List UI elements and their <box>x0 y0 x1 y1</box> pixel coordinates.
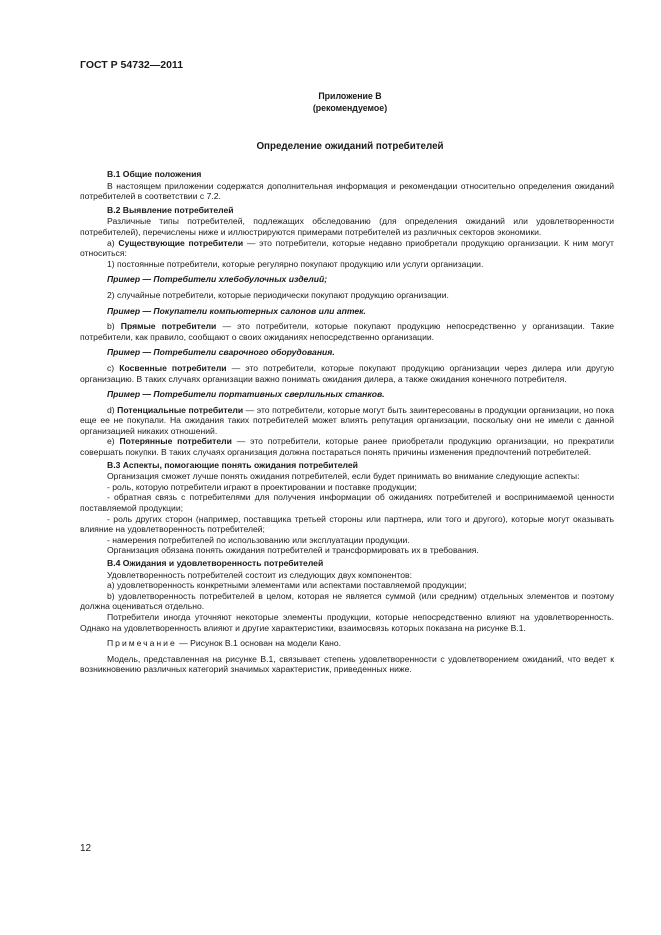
paragraph: Организация обязана понять ожидания потребителей и трансформировать их в требования. <box>107 545 479 556</box>
bullet-item: - намерения потребителей по использованию или эксплуатации продукции. <box>107 534 410 545</box>
term: Прямые потребители <box>120 321 217 332</box>
paragraph: Модель, представленная на рисунке В.1, связывает степень удовлетворенности с удовлетворением ожиданий, что ведет к возникновению различных категорий значимых характеристик, приведенных ниже. <box>80 653 614 675</box>
paragraph: Различные типы потребителей, подлежащих обследованию (для определения ожиданий или удовлетворенности потребителей), перечислены ниже и иллюстрируются примерами потребителей из различных секторов экономики. <box>80 216 614 237</box>
bullet-item: - роль, которую потребители играют в проектировании и поставке продукции; <box>107 481 417 492</box>
term: Потерянные потребители <box>119 436 232 447</box>
list-item-c: с) Косвенные потребители — это потребители, которые покупают продукцию организации через дилера или другую организацию. В таких случаях организации важно понимать ожидания дилера, а также ожидания конечного потребителя. <box>80 362 615 384</box>
appendix-header <box>200 91 500 114</box>
term: Потенциальные потребители <box>117 404 244 415</box>
page-number: 12 <box>80 843 92 854</box>
page-title: Определение ожиданий потребителей <box>256 141 444 152</box>
list-item-e: е) Потерянные потребители — это потребители, которые ранее приобретали продукцию организации, но прекратили совершать покупки. В таких случаях организация должна постараться понять причины изменения предпочтений потребителей. <box>80 436 614 458</box>
list-item: b) удовлетворенность потребителей в целом, которая не является суммой (или средним) отдельных элементов и поэтому должна оцениваться отдельно. <box>80 590 614 612</box>
example: Пример — Потребители хлебобулочных изделий; <box>107 274 328 285</box>
list-item-a2: 2) случайные потребители, которые периодически покупают продукцию организации. <box>107 289 449 300</box>
term: Косвенные потребители <box>119 362 227 373</box>
list-item-b: b) Прямые потребители — это потребители, которые покупают продукцию непосредственно у организации. Такие потребители, как правило, сообщают о своих ожиданиях непосредственно организации. <box>80 321 615 342</box>
bullet-item: - роль других сторон (например, поставщика третьей стороны или партнера, или того и другого), которые могут оказывать влияние на удовлетворенность потребителей; <box>80 513 614 535</box>
note: Примечание — Рисунок В.1 основан на модели Кано. <box>107 638 342 649</box>
document-code: ГОСТ Р 54732—2011 <box>80 59 184 71</box>
section-heading-b1: В.1 Общие положения <box>107 169 202 179</box>
list-item: а) удовлетворенность конкретными элементами или аспектами поставляемой продукции; <box>107 580 467 591</box>
section-heading-b3: В.3 Аспекты, помогающие понять ожидания потребителей <box>107 459 358 470</box>
appendix-title: Приложение В <box>318 91 382 101</box>
note-label: Примечание <box>107 638 177 649</box>
paragraph: Удовлетворенность потребителей состоит из следующих двух компонентов: <box>107 569 412 580</box>
document-body <box>80 166 614 675</box>
list-item-a1: 1) постоянные потребители, которые регулярно покупают продукцию или услуги организации. <box>107 258 484 269</box>
example: Пример — Покупатели компьютерных салонов или аптек. <box>107 305 366 316</box>
section-heading-b2: В.2 Выявление потребителей <box>107 204 234 215</box>
example: Пример — Потребители сварочного оборудования. <box>107 347 335 358</box>
section-heading-b4: В.4 Ожидания и удовлетворенность потребителей <box>107 558 324 568</box>
bullet-item: - обратная связь с потребителями для получения информации об ожиданиях потребителей и воспринимаемой ценности поставляемой продукции; <box>80 492 614 514</box>
term: Существующие потребители <box>118 237 244 248</box>
example: Пример — Потребители портативных сверлильных станков. <box>107 389 385 400</box>
appendix-subtitle: (рекомендуемое) <box>312 102 388 113</box>
paragraph: Потребители иногда уточняют некоторые элементы продукции, которые непосредственно влияют на удовлетворенность. Однако на удовлетворенность влияют и другие характеристики, взаимосвязь которых показана на рисунке В.1. <box>80 611 614 633</box>
list-item-a: а) Существующие потребители — это потребители, которые недавно приобретали продукцию организации. К ним могут относиться: <box>80 237 614 259</box>
paragraph: В настоящем приложении содержатся дополнительная информация и рекомендации относительно определения ожиданий потребителей в соответствии с 7.2. <box>80 180 614 202</box>
paragraph: Организация сможет лучше понять ожидания потребителей, если будет принимать во внимание следующие аспекты: <box>107 471 580 482</box>
list-item-d: d) Потенциальные потребители — это потребители, которые могут быть заинтересованы в продукции организации, но пока еще ее не покупали. На ожидания таких потребителей может влиять репутация организации, поскольку они не имели с данной организацией никаких отношений. <box>80 404 614 436</box>
